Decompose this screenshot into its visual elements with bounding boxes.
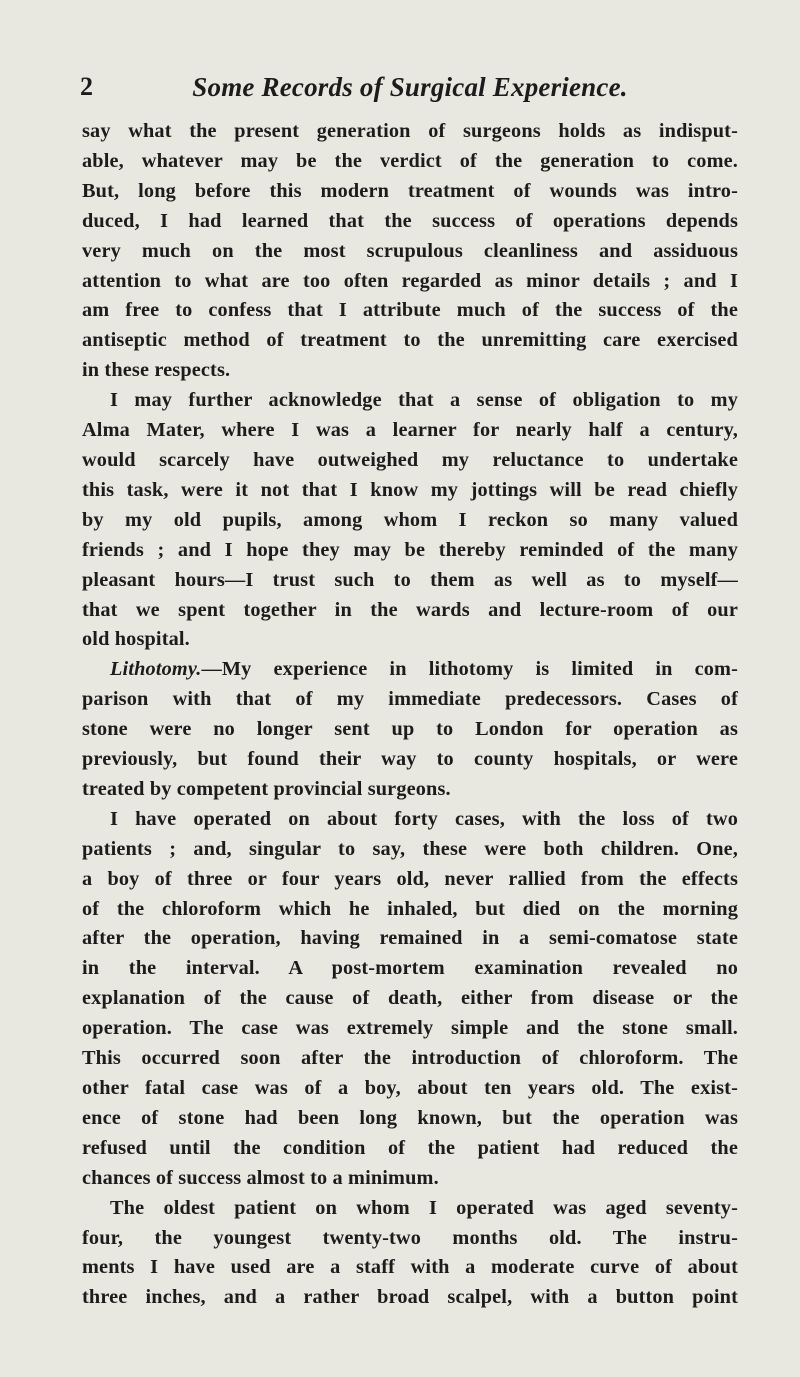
- text-line: parison with that of my immediate predecessors. Cases of: [82, 688, 738, 711]
- text-line: But, long before this modern treatment of wounds was intro-: [82, 179, 738, 202]
- text-line: I have operated on about forty cases, with the loss of two: [110, 807, 738, 830]
- text-line: This occurred soon after the introduction of chloroform. The: [82, 1047, 738, 1070]
- text-line: refused until the condition of the patient had reduced the: [82, 1136, 738, 1159]
- text-line: treated by competent provincial surgeons.: [82, 777, 451, 800]
- text-line: [82, 655, 738, 685]
- text-line: The oldest patient on whom I operated was aged seventy-: [110, 1196, 738, 1219]
- text-line: a boy of three or four years old, never rallied from the effects: [82, 867, 738, 890]
- page-header: [80, 72, 740, 112]
- text-line: I may further acknowledge that a sense of obligation to my: [110, 389, 738, 412]
- text-line: of the chloroform which he inhaled, but died on the morning: [82, 897, 738, 920]
- text-line: able, whatever may be the verdict of the generation to come.: [82, 149, 738, 172]
- text-line: very much on the most scrupulous cleanliness and assiduous: [82, 239, 738, 262]
- paragraph: [82, 805, 738, 1194]
- text-line: attention to what are too often regarded as minor details ; and I: [82, 269, 738, 292]
- text-line: am free to confess that I attribute much of the success of the: [82, 299, 738, 322]
- text-line: explanation of the cause of death, either from disease or the: [82, 987, 738, 1010]
- text-line: ments I have used are a staff with a moderate curve of about: [82, 1256, 738, 1279]
- text-line: in the interval. A post-mortem examination revealed no: [82, 957, 738, 980]
- text-line: by my old pupils, among whom I reckon so many valued: [82, 508, 738, 531]
- text-line: that we spent together in the wards and lecture-room of our: [82, 598, 738, 621]
- text-line: antiseptic method of treatment to the unremitting care exercised: [82, 329, 738, 352]
- text-line: ence of stone had been long known, but the operation was: [82, 1106, 738, 1129]
- paragraph: [82, 1194, 738, 1314]
- line-text: —My experience in lithotomy is limited in com-: [201, 658, 738, 681]
- text-line: say what the present generation of surgeons holds as indisput-: [82, 120, 738, 142]
- paragraph: [82, 386, 738, 655]
- text-line: operation. The case was extremely simple and the stone small.: [82, 1017, 738, 1040]
- text-line: four, the youngest twenty-two months old. The instru-: [82, 1226, 738, 1249]
- running-title: Some Records of Surgical Experience.: [192, 72, 628, 102]
- text-line: would scarcely have outweighed my reluctance to undertake: [82, 448, 738, 471]
- text-line: Alma Mater, where I was a learner for nearly half a century,: [82, 419, 738, 442]
- text-line: in these respects.: [82, 359, 231, 382]
- section-lead: Lithotomy.: [110, 658, 202, 681]
- text-line: stone were no longer sent up to London for operation as: [82, 718, 738, 741]
- text-line: pleasant hours—I trust such to them as well as to myself—: [82, 568, 738, 591]
- text-line: after the operation, having remained in a semi-comatose state: [82, 927, 738, 950]
- text-line: old hospital.: [82, 628, 190, 651]
- paragraph: [82, 655, 738, 805]
- body-text: [82, 117, 738, 1313]
- text-line: patients ; and, singular to say, these were both children. One,: [82, 837, 738, 860]
- text-line: chances of success almost to a minimum.: [82, 1166, 439, 1189]
- paragraph: [82, 117, 738, 386]
- text-line: friends ; and I hope they may be thereby reminded of the many: [82, 538, 738, 561]
- text-line: other fatal case was of a boy, about ten years old. The exist-: [82, 1077, 738, 1099]
- page-number: 2: [80, 72, 93, 101]
- text-line: duced, I had learned that the success of operations depends: [82, 209, 738, 232]
- text-line: previously, but found their way to county hospitals, or were: [82, 748, 738, 771]
- text-line: three inches, and a rather broad scalpel, with a button point: [82, 1286, 738, 1309]
- text-line: this task, were it not that I know my jottings will be read chiefly: [82, 478, 738, 501]
